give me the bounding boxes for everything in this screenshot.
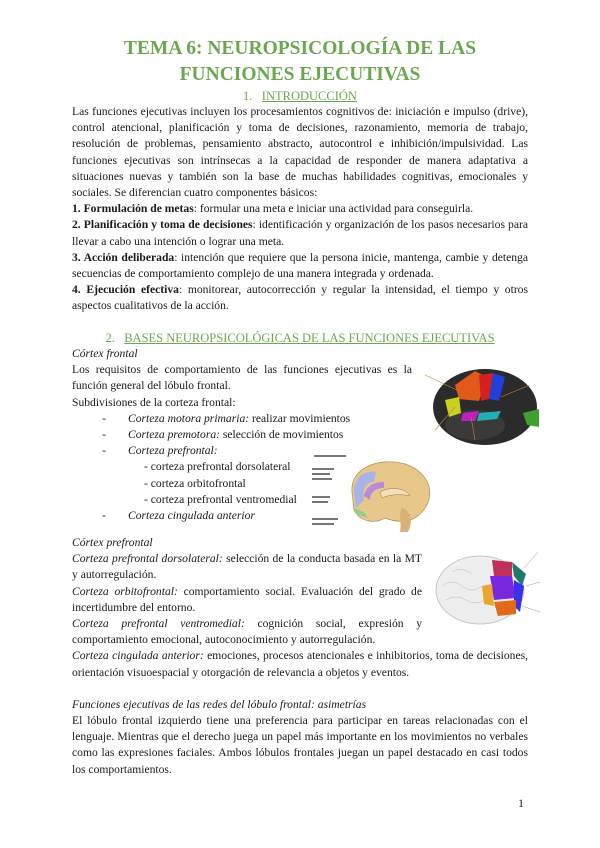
component-item	[72, 282, 528, 314]
component-item	[72, 201, 528, 217]
intro-paragraph: Las funciones ejecutivas incluyen los procesamientos cognitivos de: iniciación e impulso (drive), control atencional, planificación y toma de decisiones, razonamiento, memoria de trabajo, resolución de problemas, pensamiento abstracto, autocontrol e inhibición/impulsividad. Las funciones ejecutivas son intrínsecas a la capacidad de responder de manera adaptativa a situaciones nuevas y también son la base de muchas habilidades cognitivas, emocionales y sociales. Se diferencian cuatro componentes básicos:	[72, 105, 528, 200]
dash: -	[102, 428, 106, 442]
component-desc: : intención que requiere que la persona inicie, mantenga, cambie y detenga secuencias de comportamiento complejo de una manera integrada y ordenada.	[72, 250, 528, 281]
section-number: 2.	[105, 331, 115, 345]
section-2-heading	[60, 330, 540, 346]
item-desc: selección de movimientos	[220, 428, 344, 442]
prefrontal-brain-figure	[432, 546, 542, 640]
entry-term: Corteza cingulada anterior:	[72, 649, 204, 663]
section-number: 1.	[243, 89, 253, 103]
entry	[72, 551, 422, 583]
dash: -	[102, 509, 106, 523]
entry-desc: emociones, procesos atencionales e inhibitorios, toma de decisiones, orientación visuoespacial y otorgación de relevancia a objetos y eventos.	[72, 649, 528, 679]
section-title: INTRODUCCIÓN	[261, 89, 357, 103]
medial-brain-figure	[310, 452, 445, 536]
entry-desc: cognición social, expresión y comportamiento emocional, autoconocimiento y autorregulación.	[72, 617, 422, 647]
list-item	[72, 427, 412, 443]
section-title: BASES NEUROPSICOLÓGICAS DE LAS FUNCIONES EJECUTIVAS	[124, 331, 495, 345]
subheading: Córtex frontal	[72, 347, 138, 360]
component-desc: : identificación y organización de los pasos necesarios para llevar a cabo una intención o lograr una meta.	[72, 218, 528, 248]
sub-item: - corteza prefrontal dorsolateral	[144, 460, 291, 474]
item-term: Corteza prefrontal:	[128, 444, 218, 458]
component-desc: : formular una meta e iniciar una actividad para conseguirla.	[193, 202, 474, 216]
entry-term: Corteza prefrontal ventromedial:	[72, 617, 245, 631]
sub-item: - corteza orbitofrontal	[144, 476, 246, 490]
section-1-heading	[60, 88, 540, 104]
component-item	[72, 217, 528, 249]
title-line: FUNCIONES EJECUTIVAS	[179, 64, 421, 85]
entry-desc: comportamiento social. Evaluación del grado de incertidumbre del entorno.	[72, 584, 422, 614]
intro-block	[72, 104, 528, 315]
component-term: 4. Ejecución efectiva	[72, 283, 179, 297]
lateral-brain-figure	[415, 355, 543, 455]
sub-item: - corteza prefrontal ventromedial	[144, 492, 297, 506]
item-desc: realizar movimientos	[249, 411, 351, 425]
paragraph: Los requisitos de comportamiento de las funciones ejecutivas es la función general del lóbulo frontal.	[72, 363, 412, 393]
entry	[72, 648, 528, 680]
entry	[72, 616, 422, 648]
entry-desc: selección de la conducta basada en la MT y autorregulación.	[72, 552, 422, 582]
entry-term: Corteza prefrontal dorsolateral:	[72, 552, 223, 566]
dash: -	[102, 444, 106, 458]
subheading: Funciones ejecutivas de las redes del lóbulo frontal: asimetrías	[72, 697, 367, 711]
component-item	[72, 250, 528, 282]
component-term: 2. Planificación y toma de decisiones	[72, 218, 253, 232]
title-line: TEMA 6: NEUROPSICOLOGÍA DE LAS	[123, 38, 477, 59]
entry	[72, 584, 422, 616]
entry-term: Corteza orbitofrontal:	[72, 584, 178, 598]
paragraph: Subdivisiones de la corteza frontal:	[72, 395, 236, 409]
paragraph: El lóbulo frontal izquierdo tiene una preferencia para participar en tareas relacionadas con el lenguaje. Mientras que el derecho juega un papel más importante en los movimientos no verbales como las expresiones faciales. Ambos lóbulos frontales juegan un papel destacado en casi todos los comportamientos.	[72, 714, 528, 776]
item-term: Corteza cingulada anterior	[128, 509, 255, 523]
dash: -	[102, 411, 106, 425]
item-term: Corteza motora primaria:	[128, 411, 250, 425]
subheading: Córtex prefrontal	[72, 536, 153, 549]
component-desc: : monitorear, autocorrección y regular la intensidad, el tiempo y otros aspectos cualitativos de la acción.	[72, 283, 528, 313]
component-term: 1. Formulación de metas	[72, 202, 194, 216]
page-title	[60, 36, 540, 88]
component-term: 3. Acción deliberada	[72, 250, 175, 264]
page-number: 1	[518, 796, 524, 810]
list-item	[72, 411, 412, 427]
item-term: Corteza premotora:	[128, 428, 220, 442]
